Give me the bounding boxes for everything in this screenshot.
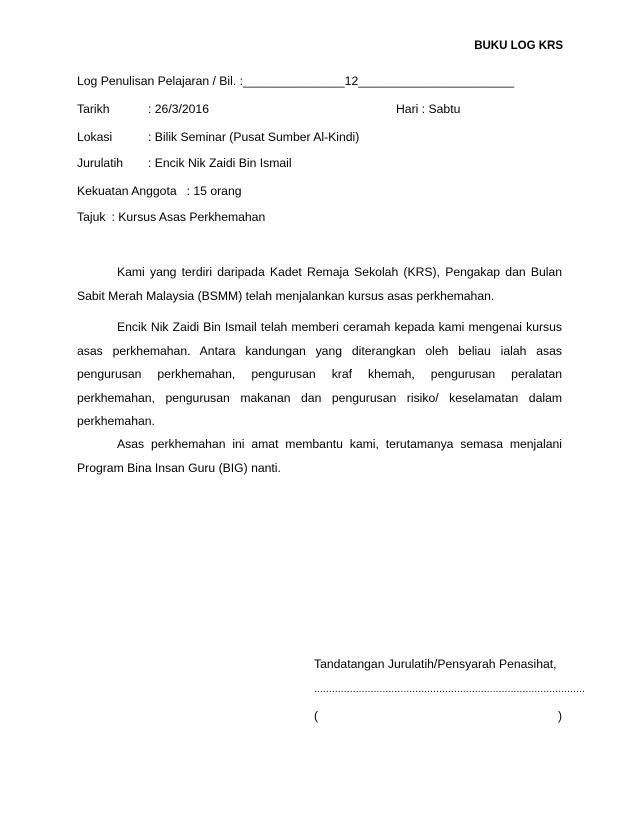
body-paragraph-3 bbox=[77, 433, 562, 480]
log-label: Log Penulisan Pelajaran / Bil. : bbox=[77, 74, 243, 88]
lokasi-label: Lokasi bbox=[77, 130, 113, 144]
tajuk-line bbox=[77, 210, 265, 224]
tarikh-label: Tarikh bbox=[77, 102, 110, 116]
body-paragraph-1 bbox=[77, 261, 562, 308]
tajuk-value: : Kursus Asas Perkhemahan bbox=[111, 210, 266, 224]
page-header-title: BUKU LOG KRS bbox=[474, 40, 563, 52]
signature-dotted-line: ........................................................................................... bbox=[314, 684, 586, 695]
paragraph-text: Kami yang terdiri daripada Kadet Remaja Sekolah (KRS), Pengakap dan Bulan Sabit Merah Malaysia (BSMM) telah menjalankan kursus asas perkhemahan. bbox=[77, 265, 562, 303]
jurulatih-label: Jurulatih bbox=[77, 156, 124, 170]
log-value: _______________12_______________________ bbox=[243, 74, 515, 88]
hari-label: Hari : Sabtu bbox=[396, 102, 461, 116]
tarikh-line bbox=[77, 102, 562, 116]
open-paren: ( bbox=[314, 709, 319, 723]
jurulatih-value: : Encik Nik Zaidi Bin Ismail bbox=[148, 156, 292, 170]
tarikh-value: : 26/3/2016 bbox=[148, 102, 209, 116]
body-paragraph-2 bbox=[77, 316, 562, 434]
lokasi-value: : Bilik Seminar (Pusat Sumber Al-Kindi) bbox=[148, 130, 360, 144]
paragraph-text: Encik Nik Zaidi Bin Ismail telah memberi ceramah kepada kami mengenai kursus asas perkhemahan. Antara kandungan yang diterangkan oleh beliau ialah asas pengurusan perkhemahan, pengurusan kraf khemah, pengurusan peralatan perkhemahan, pengurusan makanan dan pengurusan risiko/ keselamatan dalam perkhemahan. bbox=[77, 320, 562, 428]
kekuatan-value: : 15 orang bbox=[186, 184, 242, 198]
jurulatih-line bbox=[77, 156, 292, 170]
kekuatan-label: Kekuatan Anggota bbox=[77, 184, 177, 198]
close-paren: ) bbox=[557, 709, 562, 723]
log-line bbox=[77, 74, 514, 88]
lokasi-line bbox=[77, 130, 359, 144]
kekuatan-line bbox=[77, 184, 242, 198]
paragraph-text: Asas perkhemahan ini amat membantu kami, terutamanya semasa menjalani Program Bina Insan Guru (BIG) nanti. bbox=[77, 437, 562, 475]
signature-title: Tandatangan Jurulatih/Pensyarah Penasihat, bbox=[314, 657, 557, 671]
tajuk-label: Tajuk bbox=[77, 210, 106, 224]
